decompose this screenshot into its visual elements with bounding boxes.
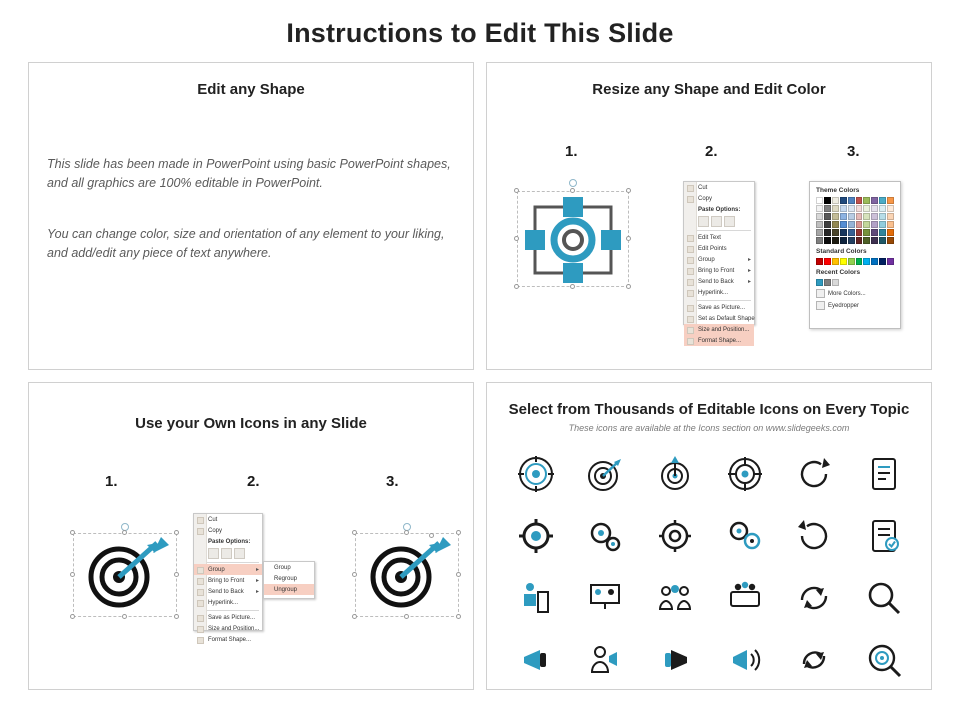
group-icon: [197, 567, 204, 574]
crosshair-target-icon[interactable]: [722, 451, 768, 497]
color-swatch[interactable]: [871, 221, 878, 228]
person-podium-icon[interactable]: [513, 575, 559, 621]
menu-item-paste-options[interactable]: Paste Options:: [698, 206, 741, 213]
color-swatch[interactable]: [840, 229, 847, 236]
color-swatch[interactable]: [887, 221, 894, 228]
color-swatch[interactable]: [871, 258, 878, 265]
color-swatch[interactable]: [863, 221, 870, 228]
panel-edit-shape-title: Edit any Shape: [197, 81, 305, 98]
icon-library-grid[interactable]: [501, 443, 919, 691]
menu-item-paste-options[interactable]: Paste Options:: [208, 538, 251, 545]
megaphone-announce-icon[interactable]: [513, 637, 559, 683]
menu-item-cut[interactable]: Cut: [684, 182, 754, 193]
color-swatch[interactable]: [832, 229, 839, 236]
color-swatch[interactable]: [863, 213, 870, 220]
bring-front-icon: [687, 268, 694, 275]
checklist-document-icon[interactable]: [861, 513, 907, 559]
recent-colors-label: Recent Colors: [816, 269, 861, 276]
picture-icon: [197, 615, 204, 622]
target-magnifier-icon[interactable]: [861, 637, 907, 683]
color-swatch[interactable]: [824, 205, 831, 212]
menu-item-size-and-position[interactable]: Size and Position...: [194, 623, 262, 634]
menu-item-hyperlink[interactable]: Hyperlink...: [684, 287, 754, 298]
own-icons-step-number-3: 3.: [386, 473, 399, 490]
color-swatch[interactable]: [832, 258, 839, 265]
picture-icon: [687, 305, 694, 312]
page-title: Instructions to Edit This Slide: [286, 18, 674, 48]
color-swatch[interactable]: [856, 258, 863, 265]
panel-resize-shape-title: Resize any Shape and Edit Color: [592, 81, 826, 98]
color-swatch[interactable]: [816, 229, 823, 236]
color-swatch[interactable]: [887, 205, 894, 212]
menu-item-save-as-picture[interactable]: Save as Picture...: [194, 612, 262, 623]
menu-item-edit-points[interactable]: Edit Points: [684, 243, 754, 254]
panel-select-icons: [486, 382, 932, 690]
color-swatch[interactable]: [879, 197, 886, 204]
color-swatch[interactable]: [816, 197, 823, 204]
menu-item-send-to-back[interactable]: Send to Back ▸: [194, 586, 262, 597]
edit-text-icon: [687, 235, 694, 242]
color-swatch[interactable]: [871, 229, 878, 236]
color-swatch[interactable]: [824, 213, 831, 220]
color-swatch[interactable]: [879, 229, 886, 236]
color-swatch[interactable]: [871, 237, 878, 244]
color-swatch[interactable]: [816, 213, 823, 220]
copy-icon: [197, 528, 204, 535]
color-swatch[interactable]: [848, 229, 855, 236]
color-swatch[interactable]: [863, 258, 870, 265]
color-swatch[interactable]: [887, 258, 894, 265]
own-icons-step-number-2: 2.: [247, 473, 260, 490]
document-list-icon[interactable]: [861, 451, 907, 497]
color-swatch[interactable]: [856, 229, 863, 236]
color-swatch[interactable]: [824, 258, 831, 265]
format-shape-icon: [197, 637, 204, 644]
recycle-arrows-icon[interactable]: [791, 637, 837, 683]
edit-points-icon: [687, 246, 694, 253]
color-swatch[interactable]: [840, 197, 847, 204]
more-colors-item[interactable]: More Colors...: [816, 289, 894, 298]
resize-step-number-2: 2.: [705, 143, 718, 160]
resize-step-number-1: 1.: [565, 143, 578, 160]
color-swatch[interactable]: [824, 237, 831, 244]
menu-item-bring-to-front[interactable]: Bring to Front ▸: [194, 575, 262, 586]
color-swatch[interactable]: [824, 221, 831, 228]
sync-arrows-icon[interactable]: [791, 575, 837, 621]
group-submenu[interactable]: [263, 561, 315, 599]
color-swatch[interactable]: [840, 213, 847, 220]
magnifier-search-icon[interactable]: [861, 575, 907, 621]
color-swatch[interactable]: [856, 197, 863, 204]
color-swatch[interactable]: [863, 229, 870, 236]
copy-icon: [687, 196, 694, 203]
menu-item-hyperlink[interactable]: Hyperlink...: [194, 597, 262, 608]
theme-swatch-row[interactable]: [816, 237, 894, 244]
theme-colors-label: Theme Colors: [816, 187, 860, 194]
presentation-people-icon[interactable]: [582, 575, 628, 621]
more-colors-icon: [816, 289, 825, 298]
menu-item-copy[interactable]: Copy: [684, 193, 754, 204]
color-swatch[interactable]: [848, 213, 855, 220]
color-swatch[interactable]: [840, 258, 847, 265]
menu-item-bring-to-front[interactable]: Bring to Front ▸: [684, 265, 754, 276]
shape-context-menu[interactable]: [683, 181, 755, 344]
default-shape-icon: [687, 316, 694, 323]
menu-item-format-shape[interactable]: Format Shape...: [684, 335, 754, 346]
gears-group-icon[interactable]: [722, 513, 768, 559]
color-swatch[interactable]: [824, 229, 831, 236]
menu-item-group[interactable]: Group ▸: [684, 254, 754, 265]
send-back-icon: [687, 279, 694, 286]
panel-select-icons-subtitle: These icons are available at the Icons section on www.slidegeeks.com: [568, 423, 850, 433]
eyedropper-icon: [816, 301, 825, 310]
edit-shape-paragraph-1: This slide has been made in PowerPoint using basic PowerPoint shapes, and all graphics are 100% editable in PowerPoint.: [47, 157, 451, 191]
color-swatch[interactable]: [832, 205, 839, 212]
color-swatch[interactable]: [832, 237, 839, 244]
panel-edit-shape: [28, 62, 474, 370]
color-swatch[interactable]: [816, 221, 823, 228]
color-swatch[interactable]: [848, 258, 855, 265]
submenu-item-group[interactable]: Group: [274, 564, 291, 571]
color-swatch[interactable]: [832, 221, 839, 228]
target-arrow-icon[interactable]: [652, 451, 698, 497]
own-icon-figure-3[interactable]: [351, 523, 463, 621]
color-swatch[interactable]: [887, 237, 894, 244]
menu-item-format-shape[interactable]: Format Shape...: [194, 634, 262, 645]
color-swatch[interactable]: [816, 205, 823, 212]
color-swatch[interactable]: [887, 229, 894, 236]
hyperlink-icon: [197, 600, 204, 607]
resize-step-number-3: 3.: [847, 143, 860, 160]
color-picker-panel[interactable]: [809, 181, 901, 329]
color-swatch[interactable]: [879, 213, 886, 220]
menu-item-edit-text[interactable]: Edit Text: [684, 232, 754, 243]
color-swatch[interactable]: [856, 237, 863, 244]
color-swatch[interactable]: [840, 221, 847, 228]
color-swatch[interactable]: [856, 205, 863, 212]
recent-colors-swatches[interactable]: [816, 279, 894, 286]
menu-item-save-as-picture[interactable]: Save as Picture...: [684, 302, 754, 313]
theme-colors-swatches[interactable]: [816, 197, 894, 244]
theme-swatch-row[interactable]: [816, 197, 894, 204]
color-swatch[interactable]: [856, 213, 863, 220]
send-back-icon: [197, 589, 204, 596]
color-swatch[interactable]: [848, 221, 855, 228]
menu-item-group[interactable]: Group ▸: [194, 564, 262, 575]
refresh-arrow-icon[interactable]: [791, 513, 837, 559]
bring-front-icon: [197, 578, 204, 585]
size-position-icon: [687, 327, 694, 334]
color-swatch[interactable]: [848, 237, 855, 244]
person-speaker-icon[interactable]: [582, 637, 628, 683]
menu-item-copy[interactable]: Copy: [194, 525, 262, 536]
color-swatch[interactable]: [879, 221, 886, 228]
color-swatch[interactable]: [871, 205, 878, 212]
color-swatch[interactable]: [832, 213, 839, 220]
eyedropper-item[interactable]: Eyedropper: [816, 301, 894, 310]
color-swatch[interactable]: [848, 197, 855, 204]
color-swatch[interactable]: [824, 279, 831, 286]
panel-select-icons-title: Select from Thousands of Editable Icons on Every Topic: [508, 401, 910, 418]
color-swatch[interactable]: [887, 213, 894, 220]
cut-icon: [197, 517, 204, 524]
own-icon-figure-1[interactable]: [69, 523, 181, 621]
editable-shape-figure[interactable]: [513, 179, 633, 291]
submenu-item-regroup[interactable]: Regroup: [274, 575, 298, 582]
theme-swatch-row[interactable]: [816, 205, 894, 212]
menu-item-size-and-position[interactable]: Size and Position...: [684, 324, 754, 335]
target-circles-icon[interactable]: [513, 451, 559, 497]
color-swatch[interactable]: [840, 205, 847, 212]
menu-item-send-to-back[interactable]: Send to Back ▸: [684, 276, 754, 287]
team-group-icon[interactable]: [652, 575, 698, 621]
own-icons-step-number-1: 1.: [105, 473, 118, 490]
color-swatch[interactable]: [863, 205, 870, 212]
edit-shape-paragraph-2: You can change color, size and orientation of any element to your liking, and add/edit any piece of text anywhere.: [47, 227, 445, 261]
color-swatch[interactable]: [816, 279, 823, 286]
standard-colors-label: Standard Colors: [816, 248, 867, 255]
panel-own-icons-title: Use your Own Icons in any Slide: [135, 415, 367, 432]
icon-context-menu[interactable]: [193, 513, 263, 643]
color-swatch[interactable]: [824, 197, 831, 204]
cut-icon: [687, 185, 694, 192]
submenu-item-ungroup[interactable]: Ungroup: [264, 584, 314, 595]
theme-swatch-row[interactable]: [816, 229, 894, 236]
gear-settings-icon[interactable]: [513, 513, 559, 559]
color-swatch[interactable]: [887, 197, 894, 204]
menu-item-cut[interactable]: Cut: [194, 514, 262, 525]
color-swatch[interactable]: [871, 213, 878, 220]
color-swatch[interactable]: [856, 221, 863, 228]
gear-outline-icon[interactable]: [652, 513, 698, 559]
theme-swatch-row[interactable]: [816, 221, 894, 228]
group-icon: [687, 257, 694, 264]
color-swatch[interactable]: [879, 205, 886, 212]
menu-item-set-default-shape[interactable]: Set as Default Shape: [684, 313, 754, 324]
gears-dual-icon[interactable]: [582, 513, 628, 559]
color-swatch[interactable]: [832, 279, 839, 286]
color-swatch[interactable]: [879, 258, 886, 265]
color-swatch[interactable]: [863, 237, 870, 244]
megaphone-sound-icon[interactable]: [722, 637, 768, 683]
color-swatch[interactable]: [840, 237, 847, 244]
size-position-icon: [197, 626, 204, 633]
panel-resize-shape: [486, 62, 932, 370]
color-swatch[interactable]: [832, 197, 839, 204]
bullhorn-left-icon[interactable]: [652, 637, 698, 683]
team-meeting-icon[interactable]: [722, 575, 768, 621]
standard-colors-swatches[interactable]: [816, 258, 894, 265]
color-swatch[interactable]: [879, 237, 886, 244]
color-swatch[interactable]: [816, 258, 823, 265]
color-swatch[interactable]: [863, 197, 870, 204]
format-shape-icon: [687, 338, 694, 345]
panel-own-icons: [28, 382, 474, 690]
theme-swatch-row[interactable]: [816, 213, 894, 220]
color-swatch[interactable]: [816, 237, 823, 244]
target-dartboard-icon[interactable]: [582, 451, 628, 497]
color-swatch[interactable]: [871, 197, 878, 204]
hyperlink-icon: [687, 290, 694, 297]
refresh-clockwise-icon[interactable]: [791, 451, 837, 497]
color-swatch[interactable]: [848, 205, 855, 212]
